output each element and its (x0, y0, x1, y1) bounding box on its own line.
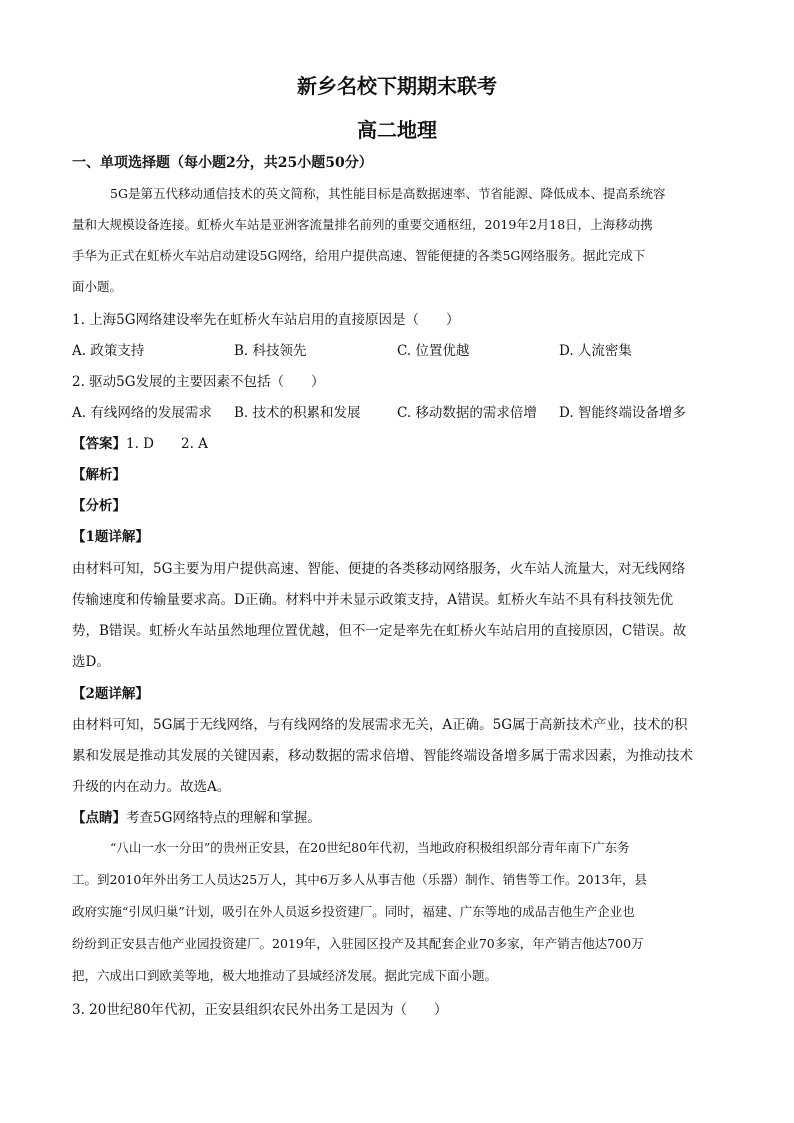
analysis-tag: 【解析】 (72, 467, 126, 483)
passage1-line: 面小题。 (72, 279, 123, 294)
answer-line (72, 432, 732, 452)
passage2-line: 把，六成出口到欧美等地，极大地推动了县域经济发展。据此完成下面小题。 (72, 968, 498, 983)
passage2-line: 工。到2010年外出务工人员达25万人，其中6万多人从事吉他（乐器）制作、销售等工作。2013年，县 (72, 872, 647, 887)
q1-detail-line: 势，B错误。虹桥火车站虽然地理位置优越，但不一定是率先在虹桥火车站启用的直接原因，C错误。故 (72, 623, 687, 639)
q2-option-c: C. 移动数据的需求倍增 (397, 405, 537, 421)
fenxi-tag: 【分析】 (72, 498, 126, 514)
question-3-stem: 3. 20世纪80年代初，正安县组织农民外出务工是因为（ ） (72, 1002, 448, 1018)
question-2-stem: 2. 驱动5G发展的主要因素不包括（ ） (72, 374, 325, 390)
passage1-line: 5G是第五代移动通信技术的英文简称，其性能目标是高数据速率、节省能源、降低成本、提高系统容 (110, 186, 666, 201)
q2-detail-line: 升级的内在动力。故选A。 (72, 779, 231, 795)
answer-text: 1. D 2. A (126, 436, 208, 452)
dianjing-text: 考查5G网络特点的理解和掌握。 (126, 810, 321, 826)
dianjing-tag: 【点睛】 (72, 810, 126, 826)
q1-option-b: B. 科技领先 (234, 343, 307, 359)
q2-option-d: D. 智能终端设备增多 (559, 405, 686, 421)
q2-option-b: B. 技术的积累和发展 (234, 405, 361, 421)
q1-option-d: D. 人流密集 (559, 343, 632, 359)
q2-detail-tag: 【2题详解】 (72, 686, 149, 702)
q1-detail-line: 选D。 (72, 654, 110, 670)
q2-option-a: A. 有线网络的发展需求 (72, 405, 212, 421)
dianjing-line (72, 806, 732, 826)
q1-detail-tag: 【1题详解】 (72, 529, 149, 545)
q1-detail-line: 由材料可知，5G主要为用户提供高速、智能、便捷的各类移动网络服务，火车站人流量大，对无线网络 (72, 561, 686, 577)
document-subtitle: 高二地理 (357, 118, 437, 142)
passage2-line: “八山一水一分田”的贵州正安县，在20世纪80年代初，当地政府积极组织部分青年南下广东务 (110, 840, 630, 855)
question-1-stem: 1. 上海5G网络建设率先在虹桥火车站启用的直接原因是（ ） (72, 312, 460, 328)
q2-detail-line: 由材料可知，5G属于无线网络，与有线网络的发展需求无关，A正确。5G属于高新技术产业，技术的积 (72, 717, 688, 733)
q1-detail-line: 传输速度和传输量要求高。D正确。材料中并未显示政策支持，A错误。虹桥火车站不具有科技领先优 (72, 592, 674, 608)
section-heading: 一、单项选择题（每小题2分，共25小题50分） (72, 155, 373, 171)
q1-option-a: A. 政策支持 (72, 343, 145, 359)
passage1-line: 量和大规模设备连接。虹桥火车站是亚洲客流量排名前列的重要交通枢纽，2019年2月18日，上海移动携 (72, 217, 653, 232)
passage2-line: 纷纷到正安县吉他产业园投资建厂。2019年，入驻园区投产及其配套企业70多家，年产销吉他达700万 (72, 936, 644, 951)
q2-detail-line: 累和发展是推动其发展的关键因素，移动数据的需求倍增、智能终端设备增多属于需求因素，为推动技术 (72, 748, 693, 764)
answer-tag: 【答案】 (72, 436, 126, 452)
document-title: 新乡名校下期期末联考 (297, 74, 497, 98)
q1-option-c: C. 位置优越 (397, 343, 470, 359)
passage1-line: 手华为正式在虹桥火车站启动建设5G网络，给用户提供高速、智能便捷的各类5G网络服务。据此完成下 (72, 248, 646, 263)
passage2-line: 政府实施“引凤归巢”计划，吸引在外人员返乡投资建厂。同时，福建、广东等地的成品吉他生产企业也 (72, 904, 635, 919)
